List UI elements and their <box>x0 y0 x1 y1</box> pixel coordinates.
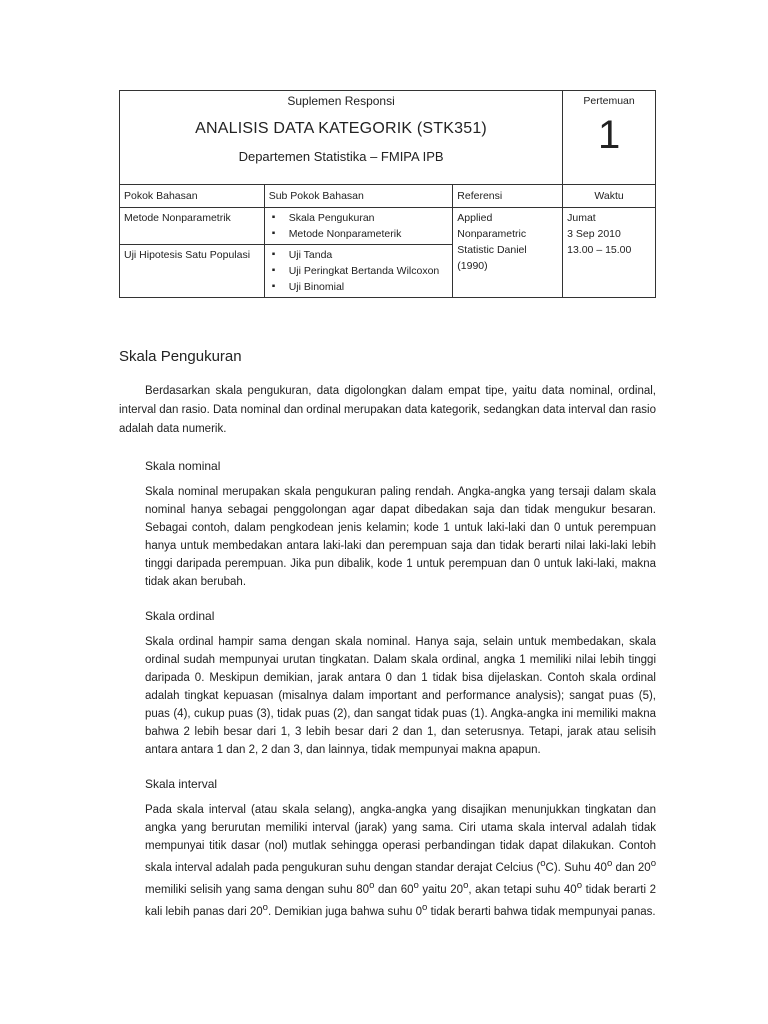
column-header: Referensi <box>453 185 563 208</box>
time-cell <box>563 208 656 298</box>
table-header-row <box>120 185 656 208</box>
intro-paragraph: Berdasarkan skala pengukuran, data digolongkan dalam empat tipe, yaitu data nominal, ordinal, interval dan rasio. Data nominal dan ordinal merupakan data kategorik, sedangkan data interval dan rasio adalah data numerik. <box>119 385 656 435</box>
paragraph-ordinal: Skala ordinal hampir sama dengan skala nominal. Hanya saja, selain untuk membedakan, skala ordinal sudah mempunyai urutan tingkatan. Dalam skala ordinal, angka 1 memiliki nilai lebih tinggi daripada 0. Meskipun demikian, jarak antara 0 dan 1 tidak bisa dijelaskan. Contoh skala ordinal adalah tingkat kepuasan (misalnya dalam important and performance analysis); sangat puas (5), puas (4), cukup puas (3), tidak puas (2), dan sangat tidak puas (1). Angka-angka ini memiliki makna bahwa 2 lebih besar dari 1, 3 lebih besar dari 2 dan 1, dan seterusnya. Tetapi, jarak atau selisih antara antara 1 dan 2, 2 dan 3, dan lainnya, tidak mempunyai makna apapun. <box>145 636 656 756</box>
reference-cell: Applied Nonparametric Statistic Daniel (1990) <box>453 208 563 298</box>
subtopic-item: ▪ Uji Tanda <box>269 247 449 263</box>
subtopic-item: ▪ Uji Peringkat Bertanda Wilcoxon <box>269 263 449 279</box>
subtopic-cell <box>264 245 453 298</box>
time-date: 3 Sep 2010 <box>567 228 621 240</box>
paragraph-interval: Pada skala interval (atau skala selang), angka-angka yang disajikan menunjukkan tingkatan dan angka yang berurutan memiliki interval (jarak) yang sama. Ciri utama skala interval adalah tidak mempunyai titik dasar (nol) mutlak sehingga operasi perbandingan tidak dapat dilakukan. Contoh skala interval adalah pada pengukuran suhu dengan standar derajat Celcius ($^o$C). Suhu 40$^o$ dan 20$^o$ memiliki selisih yang sama dengan suhu 80$^o$ dan 60$^o$ yaitu 20$^o$, akan tetapi suhu 40$^o$ tidak berarti 2 kali lebih panas dari 20$^o$. Demikian juga bahwa suhu 0$^o$ tidak berarti bahwa tidak mempunyai panas. <box>145 804 657 918</box>
topic-cell: Uji Hipotesis Satu Populasi <box>120 245 265 298</box>
subtopic-cell <box>264 208 453 245</box>
course-title: ANALISIS DATA KATEGORIK (STK351) <box>195 120 487 137</box>
document-body <box>119 348 656 920</box>
meeting-cell <box>563 91 656 185</box>
time-day: Jumat <box>567 212 596 224</box>
topic-cell: Metode Nonparametrik <box>120 208 265 245</box>
title-cell <box>120 91 563 185</box>
subheading-interval: Skala interval <box>145 777 218 791</box>
supplement-label: Suplemen Responsi <box>287 94 395 108</box>
subtopic-item: ▪ Metode Nonparameterik <box>269 226 449 242</box>
column-header: Waktu <box>563 185 656 208</box>
subheading-ordinal: Skala ordinal <box>145 609 215 623</box>
subheading-nominal: Skala nominal <box>145 459 221 473</box>
table-row <box>120 208 656 245</box>
course-header-table <box>119 90 656 298</box>
subtopic-item: ▪ Skala Pengukuran <box>269 210 449 226</box>
section-heading: Skala Pengukuran <box>119 348 242 365</box>
meeting-label: Pertemuan <box>583 95 635 107</box>
time-hours: 13.00 – 15.00 <box>567 244 632 256</box>
meeting-number: 1 <box>597 113 621 157</box>
column-header: Pokok Bahasan <box>120 185 265 208</box>
department-label: Departemen Statistika – FMIPA IPB <box>238 149 444 164</box>
paragraph-nominal: Skala nominal merupakan skala pengukuran paling rendah. Angka-angka yang tersaji dalam skala nominal hanya sebagai penggolongan agar dapat dibedakan saja dan tidak mengukur besaran. Sebagai contoh, dalam pengkodean jenis kelamin; kode 1 untuk laki-laki dan 0 untuk perempuan hanya untuk membedakan antara laki-laki dan perempuan saja dan tidak berarti nilai laki-laki lebih tinggi daripada perempuan. Jika pun dibalik, kode 1 untuk perempuan dan 0 untuk laki-laki, makna tidak akan berubah. <box>145 486 656 588</box>
column-header: Sub Pokok Bahasan <box>264 185 453 208</box>
subtopic-item: ▪ Uji Binomial <box>269 279 449 295</box>
